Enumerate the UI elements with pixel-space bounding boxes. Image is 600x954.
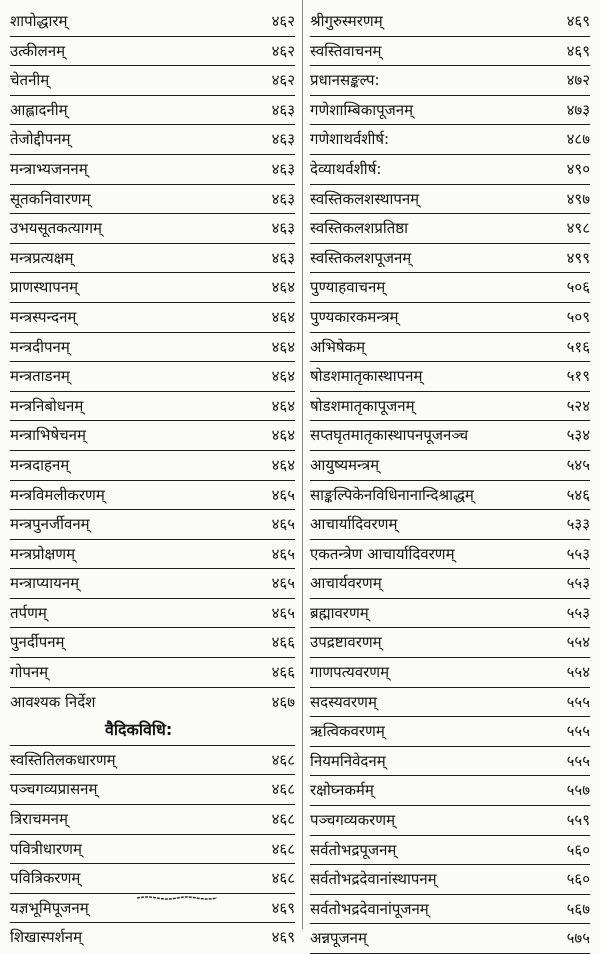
toc-entry-title: पञ्चगव्यकरणम् bbox=[310, 811, 396, 830]
toc-entry-page: ४६९ bbox=[566, 12, 590, 30]
toc-entry-title: मन्त्रदाहनम् bbox=[10, 455, 70, 474]
toc-entry bbox=[10, 155, 295, 185]
toc-entry-page: ५६० bbox=[566, 840, 590, 859]
toc-entry-title: मन्त्राप्यायनम् bbox=[10, 574, 80, 593]
toc-entry-title: स्वस्तिवाचनम् bbox=[310, 41, 382, 60]
toc-entry bbox=[10, 451, 295, 481]
toc-entry-page: ४६७ bbox=[271, 692, 295, 711]
toc-entry bbox=[310, 688, 590, 718]
toc-entry-title: पुण्यकारकमन्त्रम् bbox=[310, 307, 399, 326]
toc-entry bbox=[310, 806, 590, 836]
toc-entry-title: गोपनम् bbox=[10, 663, 49, 682]
toc-entry-page: ४६२ bbox=[271, 12, 295, 30]
toc-entry bbox=[10, 628, 295, 658]
toc-entry bbox=[10, 214, 295, 244]
toc-entry bbox=[10, 273, 295, 303]
toc-entry bbox=[310, 421, 590, 451]
toc-left-bottom-list bbox=[10, 746, 295, 952]
toc-entry bbox=[10, 421, 295, 451]
toc-entry-title: मन्त्राभिषेचनम् bbox=[10, 426, 86, 445]
toc-entry bbox=[10, 688, 295, 717]
toc-entry-title: गणेशाथर्वशीर्ष: bbox=[310, 130, 390, 149]
toc-entry-page: ४६५ bbox=[271, 485, 295, 504]
column-divider bbox=[302, 0, 303, 929]
toc-entry-page: ५५४ bbox=[566, 663, 590, 682]
toc-entry-page: ४६४ bbox=[271, 396, 295, 415]
toc-entry-page: ४६९ bbox=[566, 41, 590, 60]
toc-entry-title: अभिषेकम् bbox=[310, 337, 366, 356]
toc-entry-title: साङ्कल्पिकेनविधिनानान्दिश्राद्धम् bbox=[310, 485, 474, 504]
toc-entry-title: शापोद्धारम् bbox=[10, 12, 68, 30]
toc-entry-page: ४६२ bbox=[271, 41, 295, 60]
toc-entry-page: ५५५ bbox=[566, 692, 590, 711]
toc-entry bbox=[310, 599, 590, 629]
toc-entry-title: पवित्रीधारणम् bbox=[10, 839, 82, 858]
toc-entry bbox=[310, 628, 590, 658]
toc-entry-page: ४६४ bbox=[271, 278, 295, 297]
toc-entry-page: ४९८ bbox=[566, 219, 590, 238]
toc-entry bbox=[10, 481, 295, 511]
toc-entry bbox=[10, 37, 295, 67]
toc-entry bbox=[310, 865, 590, 895]
toc-entry-title: मन्त्रनिबोधनम् bbox=[10, 396, 84, 415]
toc-entry-title: मन्त्रपुनर्जीवनम् bbox=[10, 515, 90, 534]
toc-entry-page: ५०९ bbox=[566, 307, 590, 326]
toc-entry-title: मन्त्रस्पन्दनम् bbox=[10, 307, 77, 326]
toc-entry-title: गाणपत्यवरणम् bbox=[310, 663, 390, 682]
toc-entry bbox=[310, 540, 590, 570]
toc-entry-page: ५५७ bbox=[566, 781, 590, 800]
toc-entry bbox=[310, 214, 590, 244]
toc-entry-title: शिखास्पर्शनम् bbox=[10, 928, 83, 947]
toc-entry-page: ४६३ bbox=[271, 189, 295, 208]
toc-entry-page: ४६२ bbox=[271, 71, 295, 90]
toc-entry-page: ४६८ bbox=[271, 780, 295, 799]
toc-entry bbox=[10, 244, 295, 274]
toc-entry bbox=[310, 658, 590, 688]
toc-entry-title: षोडशमातृकास्थापनम् bbox=[310, 367, 423, 386]
toc-entry-title: उत्कीलनम् bbox=[10, 41, 66, 60]
toc-entry-title: सदस्यवरणम् bbox=[310, 692, 377, 711]
toc-left-top-list bbox=[10, 7, 295, 716]
toc-entry-page: ४६८ bbox=[271, 839, 295, 858]
toc-entry-title: आचार्यादिवरणम् bbox=[310, 515, 398, 534]
toc-entry-page: ५५५ bbox=[566, 722, 590, 741]
toc-entry-title: आचार्यवरणम् bbox=[310, 574, 382, 593]
toc-entry bbox=[310, 836, 590, 866]
toc-entry-page: ४६६ bbox=[271, 633, 295, 652]
toc-left-column bbox=[10, 7, 295, 952]
toc-entry-title: आह्लादनीम् bbox=[10, 100, 68, 119]
toc-entry-page: ५४६ bbox=[566, 485, 590, 504]
toc-entry-title: पञ्चगव्यप्रासनम् bbox=[10, 780, 98, 799]
toc-entry-title: प्रधानसङ्कल्प: bbox=[310, 71, 380, 90]
toc-entry-page: ४७२ bbox=[566, 71, 590, 90]
toc-entry-title: नियमनिवेदनम् bbox=[310, 751, 386, 770]
toc-entry-title: एकतन्त्रेण आचार्यादिवरणम् bbox=[310, 544, 455, 563]
toc-entry bbox=[310, 481, 590, 511]
toc-entry-title: आयुष्यमन्त्रम् bbox=[310, 455, 380, 474]
ink-smudge bbox=[137, 895, 217, 901]
toc-entry bbox=[10, 392, 295, 422]
toc-entry-page: ४६४ bbox=[271, 337, 295, 356]
toc-entry-page: ५२४ bbox=[566, 396, 590, 415]
toc-entry bbox=[10, 125, 295, 155]
toc-entry-page: ४६४ bbox=[271, 455, 295, 474]
toc-entry-title: ऋत्विकवरणम् bbox=[310, 722, 385, 741]
toc-entry-page: ४९० bbox=[566, 159, 590, 178]
toc-entry-page: ५५९ bbox=[566, 811, 590, 830]
toc-entry-title: स्वस्तितिलकधारणम् bbox=[10, 750, 116, 769]
toc-entry bbox=[310, 155, 590, 185]
toc-entry bbox=[310, 125, 590, 155]
toc-entry-page: ४६८ bbox=[271, 869, 295, 888]
toc-entry-page: ४६९ bbox=[271, 898, 295, 917]
toc-entry-title: रक्षोघ्नकर्मम् bbox=[310, 781, 374, 800]
toc-entry bbox=[10, 510, 295, 540]
toc-entry-title: तेजोद्दीपनम् bbox=[10, 130, 71, 149]
toc-entry-title: पुण्याहवाचनम् bbox=[310, 278, 386, 297]
toc-entry bbox=[10, 599, 295, 629]
toc-entry-page: ४९९ bbox=[566, 248, 590, 267]
toc-entry-page: ५३४ bbox=[566, 426, 590, 445]
toc-entry bbox=[10, 7, 295, 37]
toc-entry-page: ४६८ bbox=[271, 750, 295, 769]
toc-entry-page: ४६३ bbox=[271, 159, 295, 178]
toc-entry bbox=[10, 658, 295, 688]
toc-entry-title: ब्रह्मावरणम् bbox=[310, 603, 369, 622]
toc-entry-title: मन्त्रदीपनम् bbox=[10, 337, 70, 356]
toc-entry bbox=[310, 717, 590, 747]
toc-entry bbox=[10, 775, 295, 805]
toc-entry bbox=[310, 96, 590, 126]
toc-entry-title: मन्त्रताडनम् bbox=[10, 367, 70, 386]
toc-entry-page: ५५५ bbox=[566, 751, 590, 770]
toc-entry bbox=[10, 864, 295, 894]
toc-entry-page: ४८७ bbox=[566, 130, 590, 149]
toc-entry-page: ४६३ bbox=[271, 100, 295, 119]
toc-entry-title: उभयसूतकत्यागम् bbox=[10, 219, 103, 238]
toc-entry-title: चेतनीम् bbox=[10, 71, 50, 90]
toc-entry-page: ५५३ bbox=[566, 574, 590, 593]
toc-entry-title: पुनर्दीपनम् bbox=[10, 633, 65, 652]
toc-entry-title: प्राणस्थापनम् bbox=[10, 278, 79, 297]
toc-entry bbox=[310, 776, 590, 806]
toc-entry-page: ५७५ bbox=[566, 929, 590, 948]
toc-entry-page: ४६९ bbox=[271, 928, 295, 947]
toc-entry bbox=[10, 540, 295, 570]
toc-entry bbox=[310, 569, 590, 599]
toc-entry bbox=[310, 37, 590, 67]
toc-entry-page: ४६४ bbox=[271, 307, 295, 326]
toc-right-list bbox=[310, 7, 590, 954]
toc-entry-page: ५५३ bbox=[566, 544, 590, 563]
toc-entry-page: ५०६ bbox=[566, 278, 590, 297]
toc-entry-title: मन्त्राभ्यजननम् bbox=[10, 159, 88, 178]
toc-entry-title: मन्त्रप्रोक्षणम् bbox=[10, 544, 76, 563]
toc-entry-title: श्रीगुरुस्मरणम् bbox=[310, 12, 383, 30]
toc-entry bbox=[310, 7, 590, 37]
toc-entry-title: पवित्रिकरणम् bbox=[10, 869, 81, 888]
toc-entry-title: स्वस्तिकलशप्रतिष्ठा bbox=[310, 219, 409, 238]
toc-entry-title: सूतकनिवारणम् bbox=[10, 189, 91, 208]
toc-entry bbox=[10, 96, 295, 126]
toc-entry bbox=[310, 747, 590, 777]
toc-right-column bbox=[310, 7, 590, 954]
toc-entry-title: स्वस्तिकलशस्थापनम् bbox=[310, 189, 420, 208]
toc-entry-title: अन्नपूजनम् bbox=[310, 929, 367, 948]
toc-entry-title: मन्त्रविमलीकरणम् bbox=[10, 485, 105, 504]
toc-entry bbox=[310, 510, 590, 540]
toc-entry-title: सर्वतोभद्रदेवानांस्थापनम् bbox=[310, 870, 437, 889]
toc-entry bbox=[10, 303, 295, 333]
toc-entry bbox=[10, 185, 295, 215]
toc-entry-page: ४६५ bbox=[271, 603, 295, 622]
toc-entry-title: षोडशमातृकापूजनम् bbox=[310, 396, 415, 415]
toc-entry-page: ५६७ bbox=[566, 899, 590, 918]
toc-entry bbox=[10, 835, 295, 865]
toc-entry-title: उपद्रष्टावरणम् bbox=[310, 633, 382, 652]
toc-entry-title: देव्याथर्वशीर्ष: bbox=[310, 159, 382, 178]
toc-entry bbox=[10, 362, 295, 392]
toc-entry-title: गणेशाम्बिकापूजनम् bbox=[310, 100, 414, 119]
toc-entry-title: सप्तघृतमातृकास्थापनपूजनञ्च bbox=[310, 426, 469, 445]
toc-entry-page: ५५४ bbox=[566, 633, 590, 652]
toc-entry-page: ४७३ bbox=[566, 100, 590, 119]
toc-entry bbox=[310, 451, 590, 481]
toc-entry-page: ५१६ bbox=[566, 337, 590, 356]
toc-entry-page: ५१९ bbox=[566, 367, 590, 386]
section-heading: वैदिकविधि: bbox=[10, 716, 295, 746]
toc-entry-page: ५५३ bbox=[566, 603, 590, 622]
toc-entry bbox=[310, 303, 590, 333]
toc-entry bbox=[310, 185, 590, 215]
toc-entry bbox=[310, 66, 590, 96]
toc-entry-page: ४६३ bbox=[271, 219, 295, 238]
toc-entry-page: ४६४ bbox=[271, 367, 295, 386]
toc-entry bbox=[310, 362, 590, 392]
toc-entry-title: सर्वतोभद्रदेवानांपूजनम् bbox=[310, 899, 429, 918]
toc-entry-page: ४६४ bbox=[271, 426, 295, 445]
toc-entry bbox=[310, 244, 590, 274]
toc-entry-page: ५४५ bbox=[566, 455, 590, 474]
toc-entry-page: ४९७ bbox=[566, 189, 590, 208]
toc-entry-title: त्रिराचमनम् bbox=[10, 810, 68, 829]
toc-entry-title: यज्ञभूमिपूजनम् bbox=[10, 898, 89, 917]
toc-entry bbox=[310, 392, 590, 422]
toc-entry bbox=[310, 333, 590, 363]
toc-entry-page: ५३३ bbox=[566, 515, 590, 534]
toc-entry bbox=[10, 805, 295, 835]
toc-entry-page: ४६५ bbox=[271, 574, 295, 593]
toc-entry-title: आवश्यक निर्देश bbox=[10, 692, 96, 711]
toc-entry bbox=[310, 273, 590, 303]
toc-entry bbox=[10, 923, 295, 952]
toc-entry-title: मन्त्रप्रत्यक्षम् bbox=[10, 248, 74, 267]
toc-entry-page: ४६३ bbox=[271, 130, 295, 149]
toc-entry bbox=[10, 569, 295, 599]
toc-entry-title: तर्पणम् bbox=[10, 603, 47, 622]
toc-entry bbox=[10, 746, 295, 776]
toc-entry-page: ४६५ bbox=[271, 544, 295, 563]
toc-entry bbox=[310, 895, 590, 925]
toc-entry-page: ४६६ bbox=[271, 663, 295, 682]
toc-entry-title: स्वस्तिकलशपूजनम् bbox=[310, 248, 412, 267]
toc-entry-page: ४६८ bbox=[271, 810, 295, 829]
toc-entry-page: ४६५ bbox=[271, 515, 295, 534]
toc-entry-page: ५६० bbox=[566, 870, 590, 889]
toc-entry bbox=[10, 66, 295, 96]
toc-entry-title: सर्वतोभद्रपूजनम् bbox=[310, 840, 397, 859]
toc-entry bbox=[10, 333, 295, 363]
toc-entry-page: ४६३ bbox=[271, 248, 295, 267]
